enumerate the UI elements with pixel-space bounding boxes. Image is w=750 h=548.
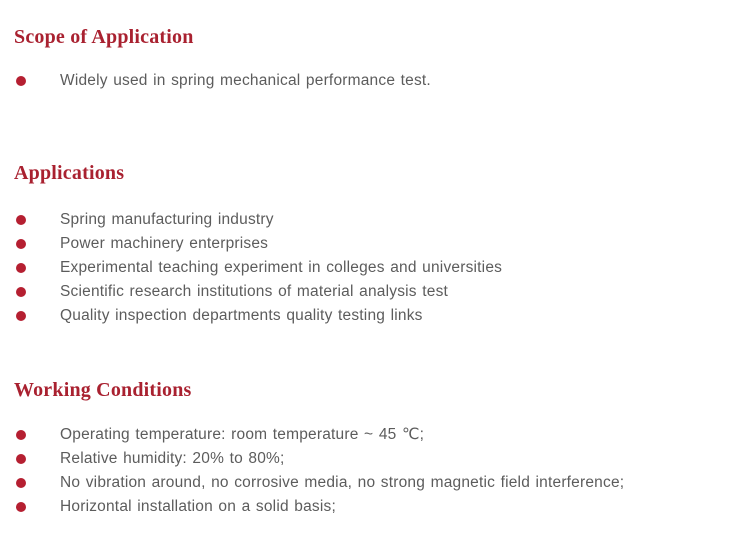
list-item	[0, 447, 750, 471]
list-item-text: No vibration around, no corrosive media, no strong magnetic field interference;	[60, 474, 625, 491]
bullet-list	[0, 423, 750, 519]
bullet-icon	[16, 263, 26, 273]
list-item-text: Relative humidity: 20% to 80%;	[60, 450, 285, 467]
section-heading: Working Conditions	[14, 379, 192, 401]
list-item	[0, 495, 750, 519]
list-item	[0, 256, 750, 280]
bullet-icon	[16, 430, 26, 440]
section-heading: Applications	[14, 162, 125, 184]
list-item	[0, 208, 750, 232]
list-item-text: Scientific research institutions of material analysis test	[60, 283, 449, 300]
bullet-icon	[16, 239, 26, 249]
list-item	[0, 280, 750, 304]
list-item-text: Widely used in spring mechanical performance test.	[60, 72, 431, 89]
list-item-text: Horizontal installation on a solid basis;	[60, 498, 336, 515]
list-item-text: Power machinery enterprises	[60, 235, 269, 252]
list-item	[0, 304, 750, 328]
section-scope-of-application	[0, 25, 750, 93]
list-item	[0, 471, 750, 495]
list-item-text: Quality inspection departments quality testing links	[60, 307, 423, 324]
section-heading: Scope of Application	[14, 26, 194, 48]
list-item-text: Experimental teaching experiment in colleges and universities	[60, 259, 503, 276]
section-working-conditions	[0, 378, 750, 519]
bullet-list	[0, 208, 750, 328]
list-item	[0, 423, 750, 447]
list-item	[0, 232, 750, 256]
bullet-icon	[16, 454, 26, 464]
bullet-list	[0, 69, 750, 93]
list-item-text: Spring manufacturing industry	[60, 211, 274, 228]
bullet-icon	[16, 215, 26, 225]
bullet-icon	[16, 287, 26, 297]
bullet-icon	[16, 311, 26, 321]
list-item-text: Operating temperature: room temperature ~ 45 ℃;	[60, 426, 425, 443]
bullet-icon	[16, 76, 26, 86]
bullet-icon	[16, 478, 26, 488]
list-item	[0, 69, 750, 93]
bullet-icon	[16, 502, 26, 512]
section-applications	[0, 161, 750, 328]
